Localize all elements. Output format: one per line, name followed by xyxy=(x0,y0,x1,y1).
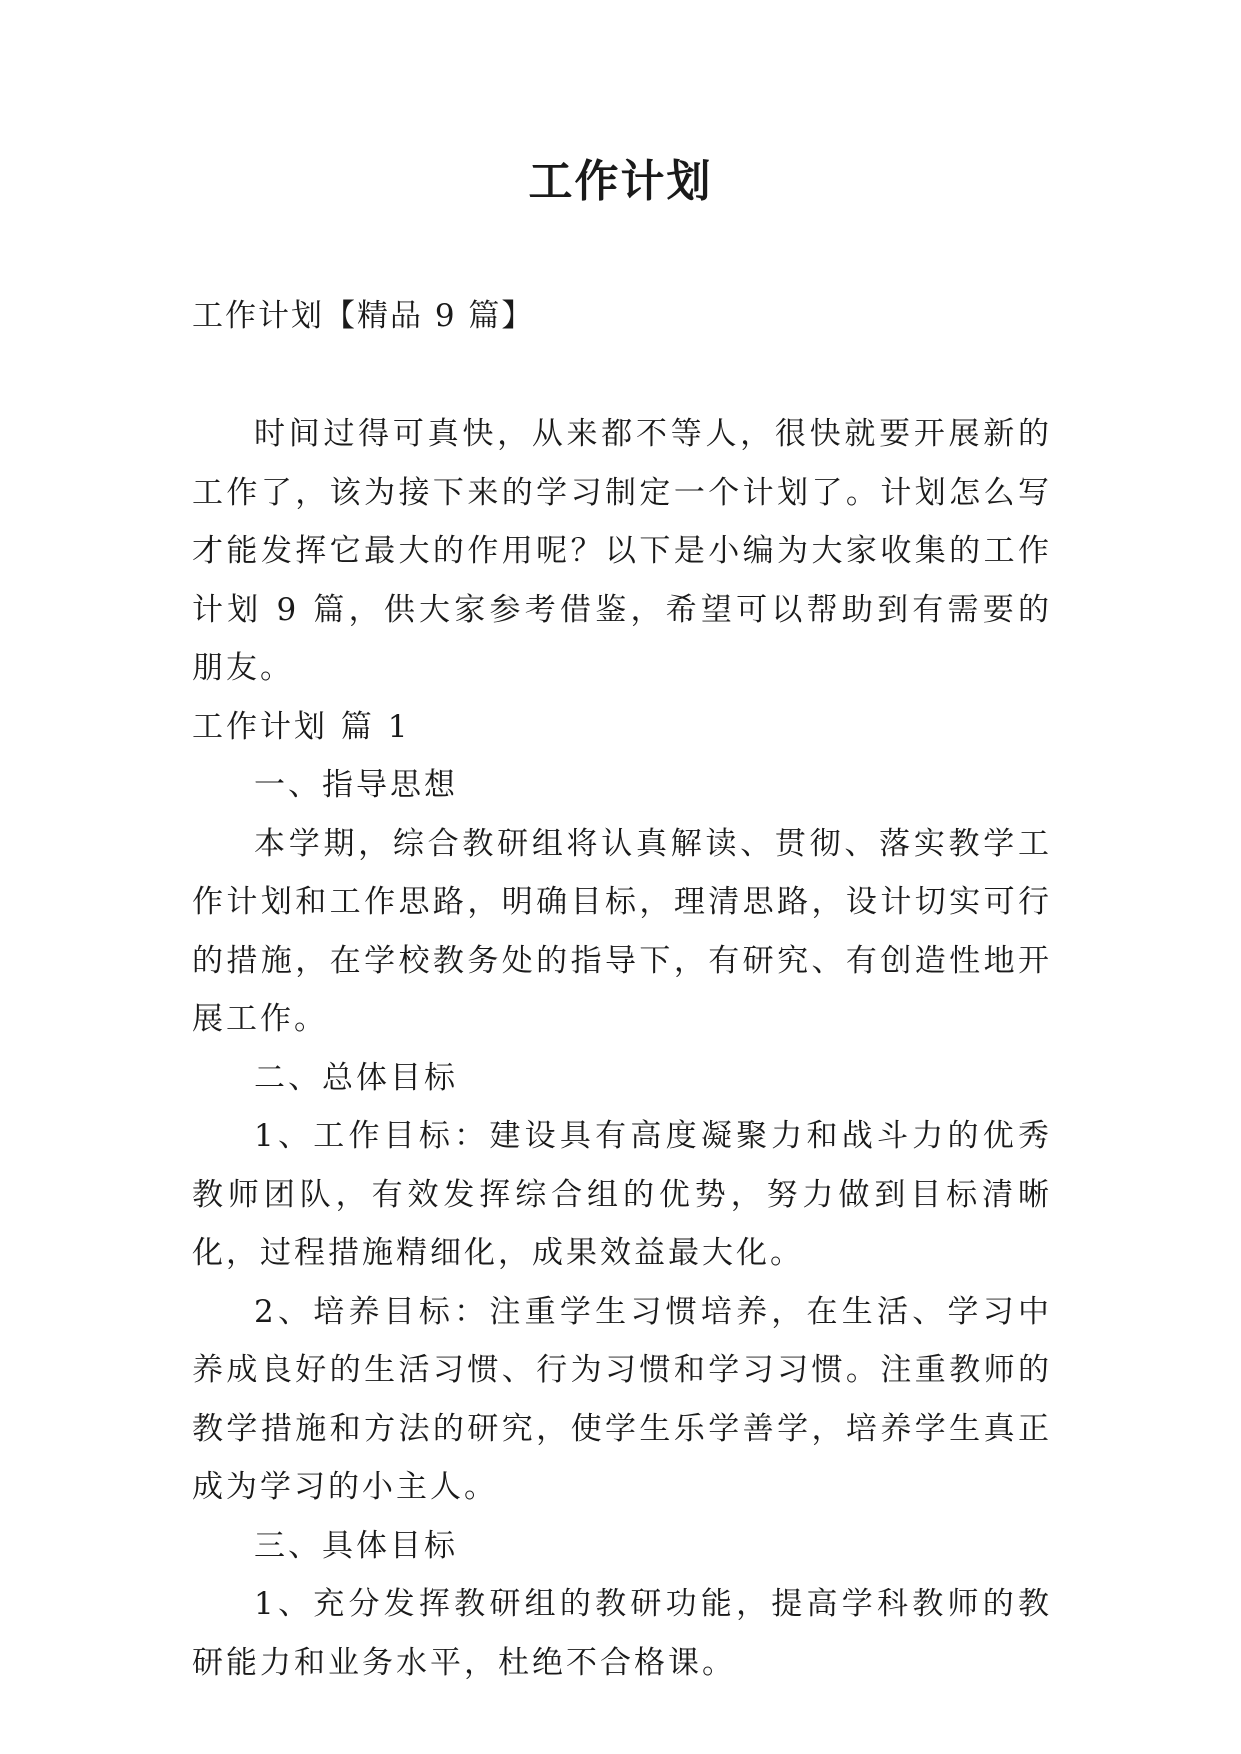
subsection-heading: 一、指导思想 xyxy=(254,767,458,803)
document-body xyxy=(192,405,1052,1692)
intro-paragraph: 时间过得可真快，从来都不等人，很快就要开展新的工作了，该为接下来的学习制定一个计划了。计划怎么写才能发挥它最大的作用呢？以下是小编为大家收集的工作计划 9 篇，供大家参考借鉴，希望可以帮助到有需要的朋友。 xyxy=(192,416,1052,686)
section-heading: 工作计划 篇 1 xyxy=(192,708,411,745)
document-subtitle: 工作计划【精品 9 篇】 xyxy=(192,298,535,334)
subsection-heading: 二、总体目标 xyxy=(254,1059,458,1096)
body-paragraph: 2、培养目标：注重学生习惯培养，在生活、学习中养成良好的生活习惯、行为习惯和学习习惯。注重教师的教学措施和方法的研究，使学生乐学善学，培养学生真正成为学习的小主人。 xyxy=(192,1293,1052,1505)
document-title: 工作计划 xyxy=(528,156,713,207)
body-paragraph: 1、工作目标：建设具有高度凝聚力和战斗力的优秀教师团队，有效发挥综合组的优势，努力做到目标清晰化，过程措施精细化，成果效益最大化。 xyxy=(192,1118,1052,1271)
subsection-heading: 三、具体目标 xyxy=(254,1527,458,1564)
body-paragraph: 本学期，综合教研组将认真解读、贯彻、落实教学工作计划和工作思路，明确目标，理清思路，设计切实可行的措施，在学校教务处的指导下，有研究、有创造性地开展工作。 xyxy=(192,825,1052,1037)
body-paragraph: 1、充分发挥教研组的教研功能，提高学科教师的教研能力和业务水平，杜绝不合格课。 xyxy=(192,1586,1052,1681)
